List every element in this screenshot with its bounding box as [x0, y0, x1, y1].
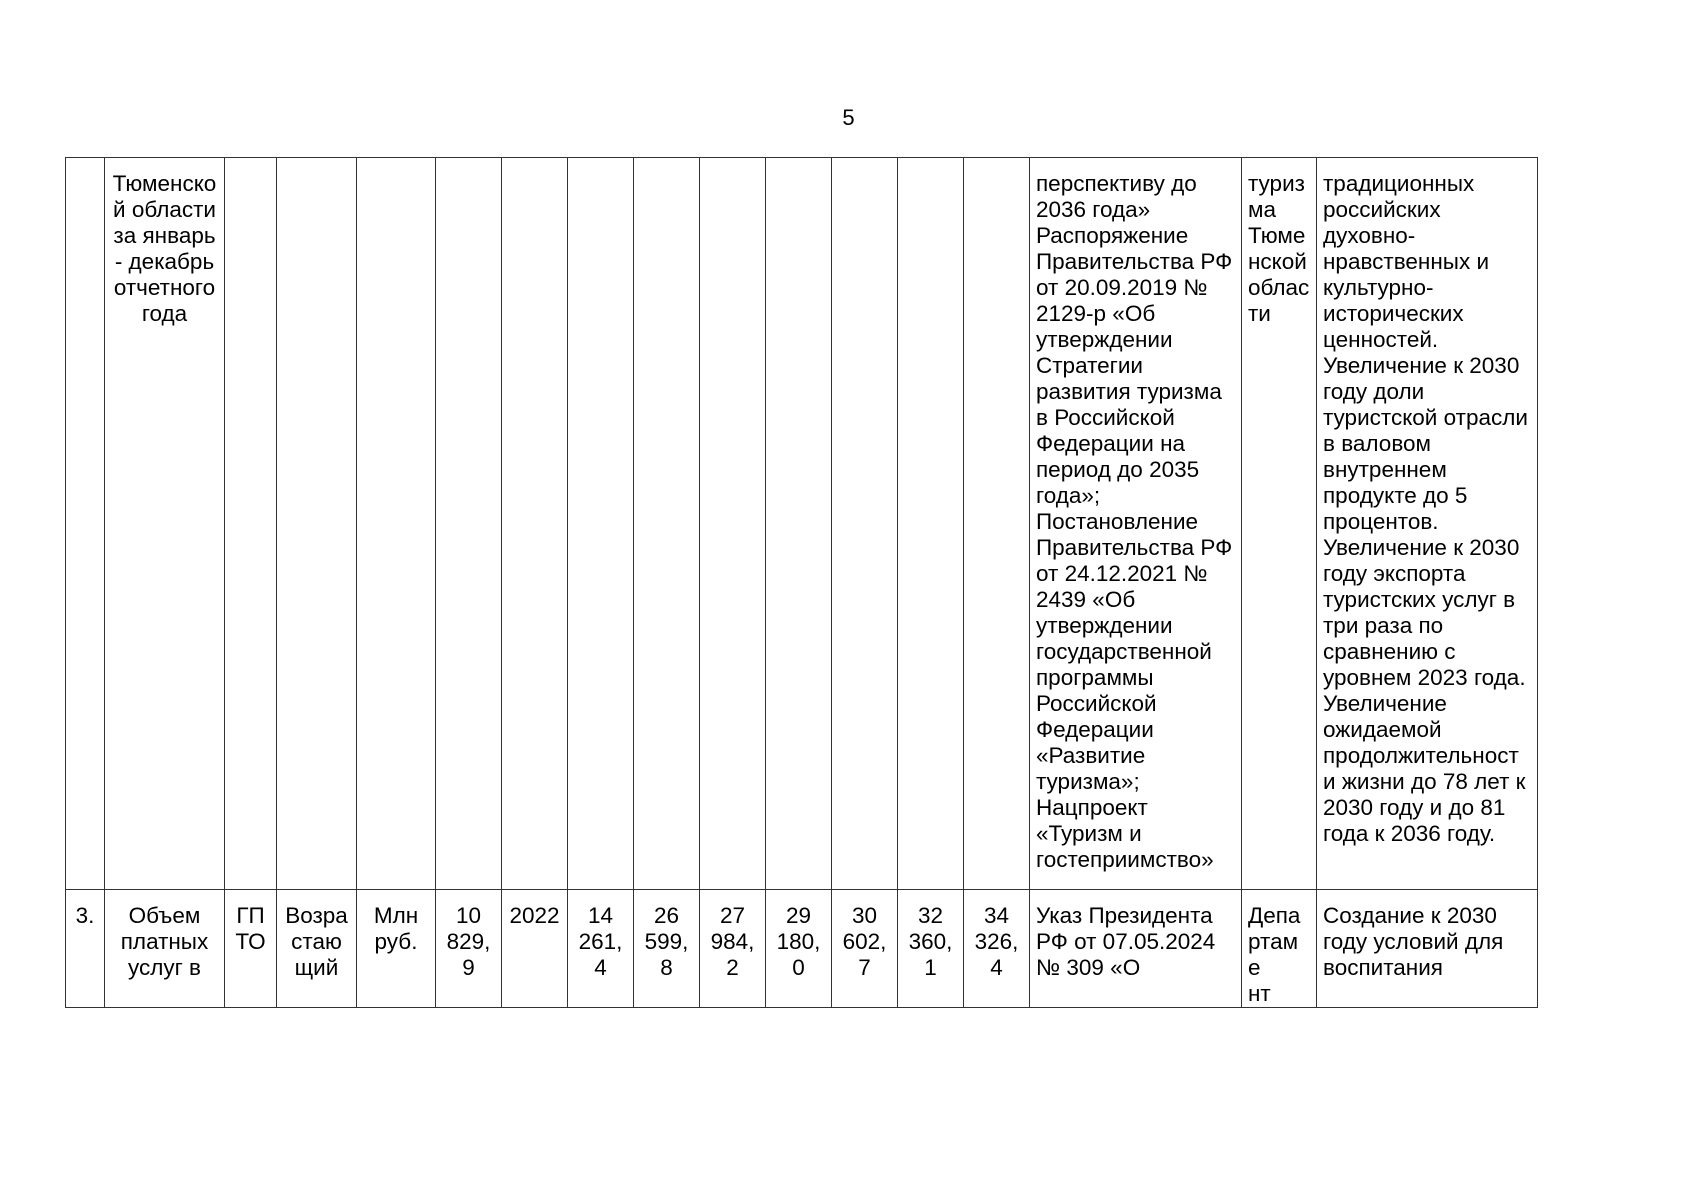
cell-goals: Создание к 2030 году условий для воспитания — [1317, 890, 1538, 1008]
cell-target-3 — [700, 158, 766, 890]
cell-base-value: 10 829, 9 — [436, 890, 502, 1008]
cell-target-1 — [568, 158, 634, 890]
page-number: 5 — [842, 105, 855, 130]
cell-target-1: 14 261, 4 — [568, 890, 634, 1008]
cell-target-5: 30 602, 7 — [832, 890, 898, 1008]
cell-target-7 — [964, 158, 1030, 890]
cell-target-6 — [898, 158, 964, 890]
cell-source — [225, 158, 277, 890]
cell-base-value — [436, 158, 502, 890]
indicators-table — [65, 157, 1538, 1008]
cell-target-4 — [766, 158, 832, 890]
cell-documents: Указ Президента РФ от 07.05.2024 № 309 «О — [1030, 890, 1242, 1008]
cell-trend: Возра стаю щий — [277, 890, 357, 1008]
cell-indicator-name: Объем платных услуг в — [105, 890, 225, 1008]
cell-number: 3. — [66, 890, 105, 1008]
cell-target-6: 32 360, 1 — [898, 890, 964, 1008]
cell-target-3: 27 984, 2 — [700, 890, 766, 1008]
cell-target-2 — [634, 158, 700, 890]
table-row — [66, 158, 1538, 890]
cell-unit: Млн руб. — [357, 890, 436, 1008]
cell-responsible: Депа ртаме нт — [1242, 890, 1317, 1008]
cell-base-year — [502, 158, 568, 890]
cell-number — [66, 158, 105, 890]
cell-source: ГП ТО — [225, 890, 277, 1008]
cell-responsible: туриз ма Тюме нской облас ти — [1242, 158, 1317, 890]
cell-target-4: 29 180, 0 — [766, 890, 832, 1008]
cell-documents: перспективу до 2036 года» Распоряжение Правительства РФ от 20.09.2019 № 2129-р «Об утверждении Стратегии развития туризма в Российской Федерации на период до 2035 года»; Постановление Правительства РФ от 24.12.2021 № 2439 «Об утверждении государственной программы Российской Федерации «Развитие туризма»; Нацпроект «Туризм и гостеприимство» — [1030, 158, 1242, 890]
cell-indicator-name: Тюменско й области за январь - декабрь отчетного года — [105, 158, 225, 890]
cell-target-7: 34 326, 4 — [964, 890, 1030, 1008]
cell-goals: традиционных российских духовно- нравственных и культурно- исторических ценностей. Увеличение к 2030 году доли туристской отрасли в валовом внутреннем продукте до 5 процентов. Увеличение к 2030 году экспорта туристских услуг в три раза по сравнению с уровнем 2023 года. Увеличение ожидаемой продолжительност и жизни до 78 лет к 2030 году и до 81 года к 2036 году. — [1317, 158, 1538, 890]
table-row — [66, 890, 1538, 1008]
cell-target-2: 26 599, 8 — [634, 890, 700, 1008]
cell-target-5 — [832, 158, 898, 890]
cell-base-year: 2022 — [502, 890, 568, 1008]
cell-unit — [357, 158, 436, 890]
cell-trend — [277, 158, 357, 890]
